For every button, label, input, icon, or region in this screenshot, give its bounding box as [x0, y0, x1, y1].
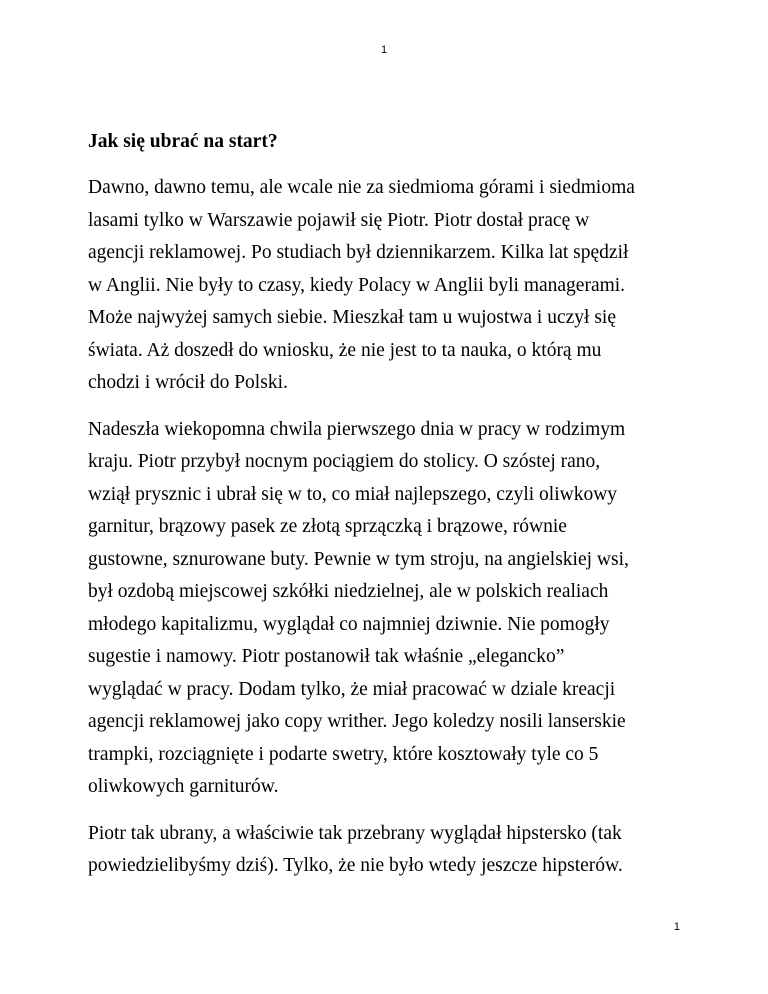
text-line: gustowne, sznurowane buty. Pewnie w tym stroju, na angielskiej wsi,	[88, 548, 629, 570]
footer-page-number: 1	[673, 921, 680, 933]
paragraph-2	[88, 414, 688, 804]
header-page-number: 1	[380, 44, 388, 56]
text-line: wyglądać w pracy. Dodam tylko, że miał pracować w dziale kreacji	[88, 678, 616, 700]
text-line: wziął prysznic i ubrał się w to, co miał najlepszego, czyli oliwkowy	[88, 483, 618, 505]
text-line: lasami tylko w Warszawie pojawił się Piotr. Piotr dostał pracę w	[88, 209, 590, 231]
text-line: agencji reklamowej jako copy writher. Jego koledzy nosili lanserskie	[88, 711, 626, 732]
text-line: świata. Aż doszedł do wniosku, że nie jest to ta nauka, o którą mu	[88, 339, 602, 361]
text-line: w Anglii. Nie były to czasy, kiedy Polacy w Anglii byli managerami.	[88, 274, 626, 296]
text-line: Może najwyżej samych siebie. Mieszkał tam u wujostwa i uczył się	[88, 307, 616, 328]
text-line: Piotr tak ubrany, a właściwie tak przebrany wyglądał hipstersko (tak	[88, 822, 622, 844]
text-line: powiedzielibyśmy dziś). Tylko, że nie było wtedy jeszcze hipsterów.	[88, 855, 623, 876]
text-line: młodego kapitalizmu, wyglądał co najmniej dziwnie. Nie pomogły	[88, 613, 610, 635]
paragraph-3	[88, 818, 688, 883]
text-line: chodzi i wrócił do Polski.	[88, 372, 288, 393]
text-line: agencji reklamowej. Po studiach był dziennikarzem. Kilka lat spędził	[88, 242, 629, 263]
text-line: kraju. Piotr przybył nocnym pociągiem do stolicy. O szóstej rano,	[88, 451, 601, 472]
text-line: sugestie i namowy. Piotr postanowił tak właśnie „elegancko”	[88, 646, 565, 667]
text-line: oliwkowych garniturów.	[88, 776, 279, 797]
text-line: Dawno, dawno temu, ale wcale nie za siedmioma górami i siedmioma	[88, 177, 635, 198]
text-line: garnitur, brązowy pasek ze złotą sprzączką i brązowe, równie	[88, 516, 567, 537]
text-line: Nadeszła wiekopomna chwila pierwszego dnia w pracy w rodzimym	[88, 418, 626, 440]
document-title: Jak się ubrać na start?	[88, 131, 278, 152]
paragraph-1	[88, 172, 688, 400]
text-line: był ozdobą miejscowej szkółki niedzielnej, ale w polskich realiach	[88, 581, 609, 602]
document-body	[88, 126, 688, 883]
text-line: trampki, rozciągnięte i podarte swetry, które kosztowały tyle co 5	[88, 743, 599, 765]
